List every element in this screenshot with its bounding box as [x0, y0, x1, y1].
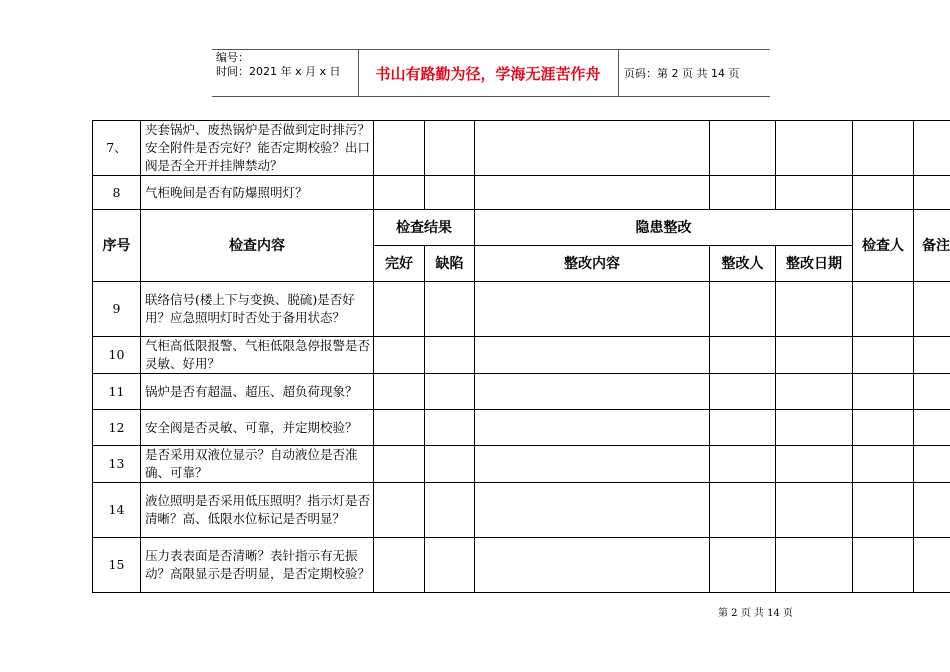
- cell-defect[interactable]: [425, 446, 475, 483]
- table-row: [93, 483, 950, 538]
- cell-rectify-date[interactable]: [776, 374, 853, 410]
- table-header-row: [93, 210, 950, 246]
- cell-rectify-date[interactable]: [776, 176, 853, 210]
- cell-rectify-content[interactable]: [475, 121, 710, 176]
- cell-remark[interactable]: [914, 483, 950, 538]
- table-row: [93, 410, 950, 446]
- cell-rectify-content[interactable]: [475, 410, 710, 446]
- cell-defect[interactable]: [425, 121, 475, 176]
- inspection-table: [92, 120, 950, 593]
- row-check-content: 气柜晚间是否有防爆照明灯？: [141, 176, 374, 210]
- cell-rectify-person[interactable]: [710, 483, 776, 538]
- header-result: 检查结果: [374, 210, 475, 246]
- header-motto: 书山有路勤为径，学海无涯苦作舟: [375, 64, 601, 83]
- cell-rectify-date[interactable]: [776, 121, 853, 176]
- cell-remark[interactable]: [914, 374, 950, 410]
- cell-remark[interactable]: [914, 446, 950, 483]
- cell-rectify-content[interactable]: [475, 374, 710, 410]
- cell-inspector[interactable]: [853, 121, 914, 176]
- row-check-content: 联络信号(楼上下与变换、脱硫)是否好用？应急照明灯时否处于备用状态？: [141, 282, 374, 337]
- row-number: 9: [93, 282, 141, 337]
- cell-rectify-content[interactable]: [475, 337, 710, 374]
- row-number: 11: [93, 374, 141, 410]
- cell-defect[interactable]: [425, 538, 475, 593]
- row-number: 10: [93, 337, 141, 374]
- cell-rectify-date[interactable]: [776, 446, 853, 483]
- page-header: [212, 49, 770, 97]
- cell-defect[interactable]: [425, 410, 475, 446]
- header-rectify-date: 整改日期: [776, 246, 853, 282]
- header-defect: 缺陷: [425, 246, 475, 282]
- cell-rectify-date[interactable]: [776, 410, 853, 446]
- cell-defect[interactable]: [425, 337, 475, 374]
- cell-rectify-person[interactable]: [710, 121, 776, 176]
- cell-good[interactable]: [374, 176, 425, 210]
- row-number: 14: [93, 483, 141, 538]
- cell-rectify-person[interactable]: [710, 337, 776, 374]
- row-number: 13: [93, 446, 141, 483]
- table-row: [93, 337, 950, 374]
- cell-good[interactable]: [374, 538, 425, 593]
- cell-rectify-date[interactable]: [776, 337, 853, 374]
- cell-rectify-person[interactable]: [710, 538, 776, 593]
- header-remark: 备注: [914, 210, 950, 282]
- table-row: [93, 121, 950, 176]
- table-row: [93, 538, 950, 593]
- cell-good[interactable]: [374, 337, 425, 374]
- cell-defect[interactable]: [425, 483, 475, 538]
- row-number: 15: [93, 538, 141, 593]
- cell-remark[interactable]: [914, 538, 950, 593]
- cell-rectify-content[interactable]: [475, 176, 710, 210]
- cell-rectify-date[interactable]: [776, 538, 853, 593]
- cell-inspector[interactable]: [853, 176, 914, 210]
- table-row: [93, 446, 950, 483]
- cell-inspector[interactable]: [853, 282, 914, 337]
- cell-rectify-date[interactable]: [776, 483, 853, 538]
- cell-rectify-content[interactable]: [475, 483, 710, 538]
- table-row: [93, 374, 950, 410]
- cell-inspector[interactable]: [853, 410, 914, 446]
- row-check-content: 气柜高低限报警、气柜低限急停报警是否灵敏、好用？: [141, 337, 374, 374]
- cell-good[interactable]: [374, 410, 425, 446]
- cell-inspector[interactable]: [853, 374, 914, 410]
- row-check-content: 液位照明是否采用低压照明？指示灯是否清晰？高、低限水位标记是否明显？: [141, 483, 374, 538]
- row-number: 7、: [93, 121, 141, 176]
- cell-rectify-content[interactable]: [475, 446, 710, 483]
- row-check-content: 锅炉是否有超温、超压、超负荷现象？: [141, 374, 374, 410]
- cell-rectify-person[interactable]: [710, 446, 776, 483]
- header-good: 完好: [374, 246, 425, 282]
- cell-good[interactable]: [374, 483, 425, 538]
- cell-good[interactable]: [374, 282, 425, 337]
- header-meta: [216, 51, 341, 79]
- header-content: 检查内容: [141, 210, 374, 282]
- cell-inspector[interactable]: [853, 483, 914, 538]
- cell-remark[interactable]: [914, 337, 950, 374]
- row-number: 12: [93, 410, 141, 446]
- cell-rectify-content[interactable]: [475, 538, 710, 593]
- row-check-content: 压力表表面是否清晰？表针指示有无振动？高限显示是否明显，是否定期校验？: [141, 538, 374, 593]
- page-footer: 第 2 页 共 14 页: [718, 608, 793, 619]
- row-check-content: 夹套锅炉、废热锅炉是否做到定时排污？安全附件是否完好？能否定期校验？出口阀是否全开并挂牌禁动？: [141, 121, 374, 176]
- header-rectify: 隐患整改: [475, 210, 853, 246]
- cell-defect[interactable]: [425, 176, 475, 210]
- cell-defect[interactable]: [425, 282, 475, 337]
- serial-label: 编号：: [216, 51, 249, 64]
- cell-remark[interactable]: [914, 121, 950, 176]
- cell-inspector[interactable]: [853, 337, 914, 374]
- cell-rectify-content[interactable]: [475, 282, 710, 337]
- header-rectify-person: 整改人: [710, 246, 776, 282]
- header-no: 序号: [93, 210, 141, 282]
- cell-good[interactable]: [374, 121, 425, 176]
- table-row: [93, 176, 950, 210]
- cell-rectify-person[interactable]: [710, 374, 776, 410]
- cell-good[interactable]: [374, 374, 425, 410]
- cell-remark[interactable]: [914, 282, 950, 337]
- table-row: [93, 282, 950, 337]
- cell-inspector[interactable]: [853, 538, 914, 593]
- row-check-content: 安全阀是否灵敏、可靠，并定期校验？: [141, 410, 374, 446]
- time-label: 时间：2021 年 x 月 x 日: [216, 65, 341, 78]
- header-inspector: 检查人: [853, 210, 914, 282]
- cell-rectify-person[interactable]: [710, 282, 776, 337]
- cell-rectify-person[interactable]: [710, 410, 776, 446]
- cell-remark[interactable]: [914, 176, 950, 210]
- header-rectify-content: 整改内容: [475, 246, 710, 282]
- row-number: 8: [93, 176, 141, 210]
- cell-defect[interactable]: [425, 374, 475, 410]
- cell-inspector[interactable]: [853, 446, 914, 483]
- header-divider: [618, 49, 619, 97]
- cell-remark[interactable]: [914, 410, 950, 446]
- cell-rectify-date[interactable]: [776, 282, 853, 337]
- header-page-code: 页码：第 2 页 共 14 页: [624, 67, 740, 80]
- cell-rectify-person[interactable]: [710, 176, 776, 210]
- cell-good[interactable]: [374, 446, 425, 483]
- row-check-content: 是否采用双液位显示？自动液位是否准确、可靠？: [141, 446, 374, 483]
